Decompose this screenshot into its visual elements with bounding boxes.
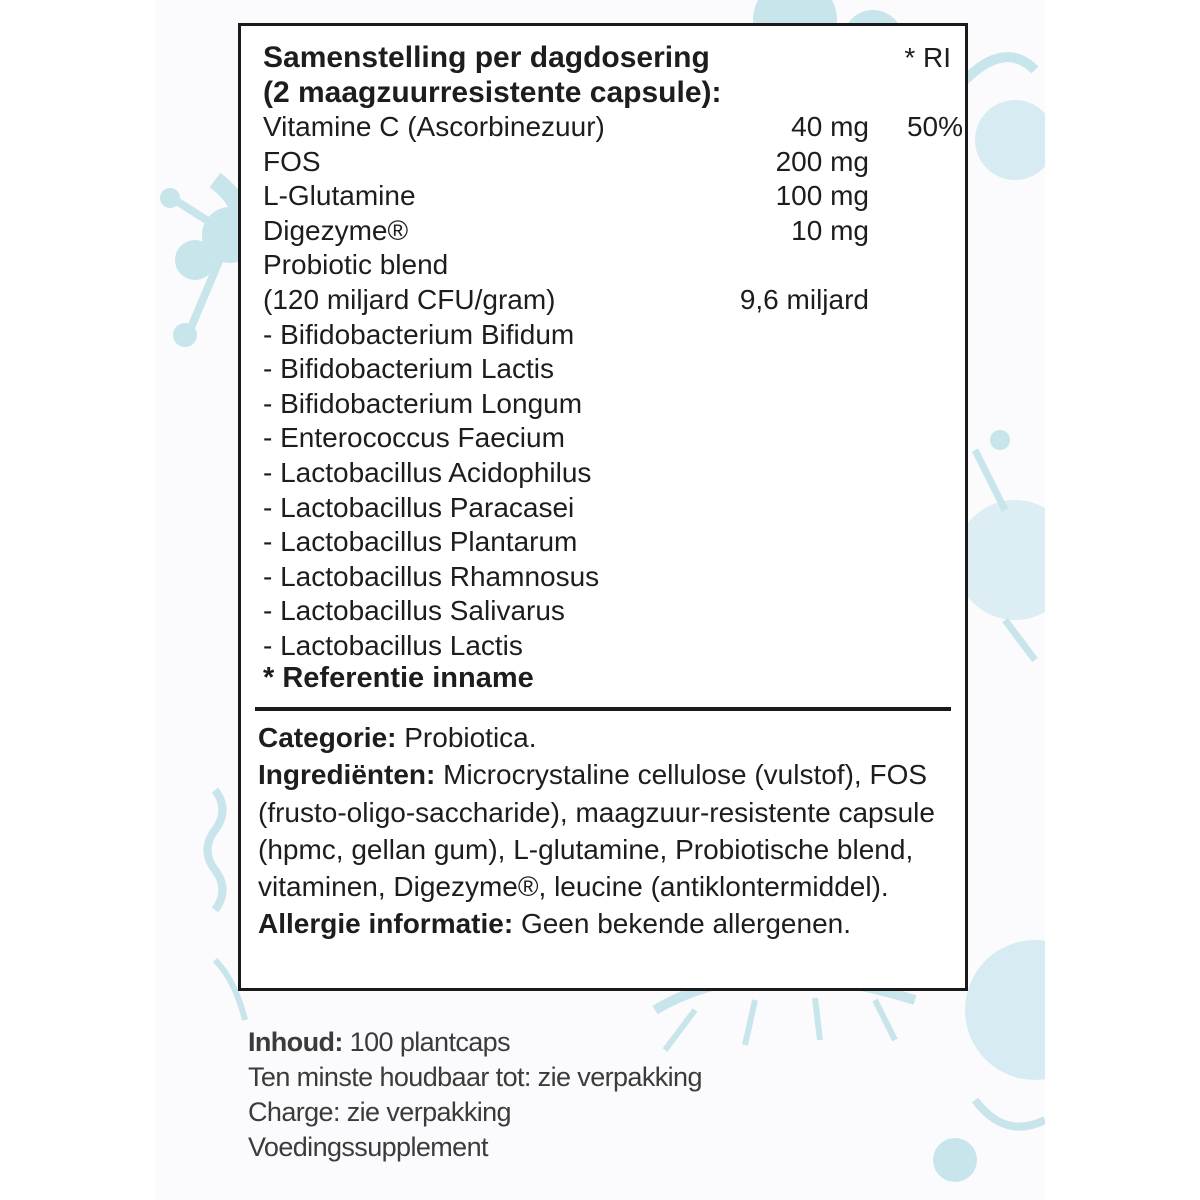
composition-row [263,456,963,491]
composition-subtitle: (2 maagzuurresistente capsule): [263,76,722,109]
composition-row [263,318,963,353]
composition-row [263,387,963,422]
composition-row [263,525,963,560]
ingredient-name: - Enterococcus Faecium [263,422,565,454]
allergy-value: Geen bekende allergenen. [513,908,851,940]
ingredient-name: - Lactobacillus Acidophilus [263,456,592,488]
batch: Charge: zie verpakking [248,1097,511,1127]
composition-table [263,110,963,664]
composition-row [263,248,963,283]
ingredient-name: (120 miljard CFU/gram) [263,283,556,315]
ingredients-line [258,756,958,905]
ingredient-name: Digezyme® [263,214,409,246]
composition-row [263,110,963,145]
content-value: 100 plantcaps [342,1027,510,1057]
ingredient-amount: 9,6 miljard [739,283,869,315]
product-type: Voedingssupplement [248,1132,488,1162]
ingredient-amount: 200 mg [775,145,869,177]
ri-header: * RI [904,42,951,73]
ingredient-name: FOS [263,145,321,177]
ingredient-ri: 50% [906,111,963,142]
nutrition-label [238,23,968,991]
ingredient-name: - Lactobacillus Paracasei [263,491,575,523]
ingredients-value: Microcrystaline cellulose (vulstof), FOS (frusto-oligo-saccharide), maagzuur-resistente capsule (hpmc, gellan gum), L-glutamine, Probiotische blend, vitaminen, Digezyme®, leucine (antiklontermiddel). [258,759,935,903]
best-before: Ten minste houdbaar tot: zie verpakking [248,1062,702,1092]
ingredient-name: - Lactobacillus Rhamnosus [263,560,600,592]
composition-row [263,352,963,387]
ingredient-name: - Lactobacillus Lactis [263,629,523,661]
ingredients-label: Ingrediënten: [258,759,436,791]
info-section [258,719,958,943]
ingredient-name: - Lactobacillus Salivarus [263,595,565,627]
composition-row [263,491,963,526]
ingredient-name: - Lactobacillus Plantarum [263,526,578,558]
category-line [258,719,958,756]
ingredient-name: - Bifidobacterium Longum [263,387,583,419]
ingredient-amount: 10 mg [791,214,869,246]
content-label: Inhoud: [248,1027,343,1057]
ingredient-amount: 100 mg [775,180,869,212]
composition-row [263,560,963,595]
composition-row [263,145,963,180]
content-line [248,1025,702,1060]
bottom-info [248,1025,702,1165]
composition-row [263,214,963,249]
ingredient-amount: 40 mg [791,111,869,142]
ingredient-name: - Bifidobacterium Bifidum [263,318,575,350]
ingredient-name: Probiotic blend [263,249,449,281]
ingredient-name: L-Glutamine [263,180,416,212]
allergy-line [258,905,958,942]
ri-footnote: * Referentie inname [263,662,534,694]
composition-row [263,179,963,214]
ingredient-name: Vitamine C (Ascorbinezuur) [263,111,605,142]
composition-title: Samenstelling per dagdosering [263,41,710,74]
ingredient-name: - Bifidobacterium Lactis [263,353,555,385]
category-value: Probiotica. [396,722,537,753]
allergy-label: Allergie informatie: [258,908,514,940]
composition-row [263,283,963,318]
composition-row [263,421,963,456]
divider [255,707,951,711]
composition-row [263,594,963,629]
category-label: Categorie: [258,722,397,753]
composition-row [263,629,963,664]
